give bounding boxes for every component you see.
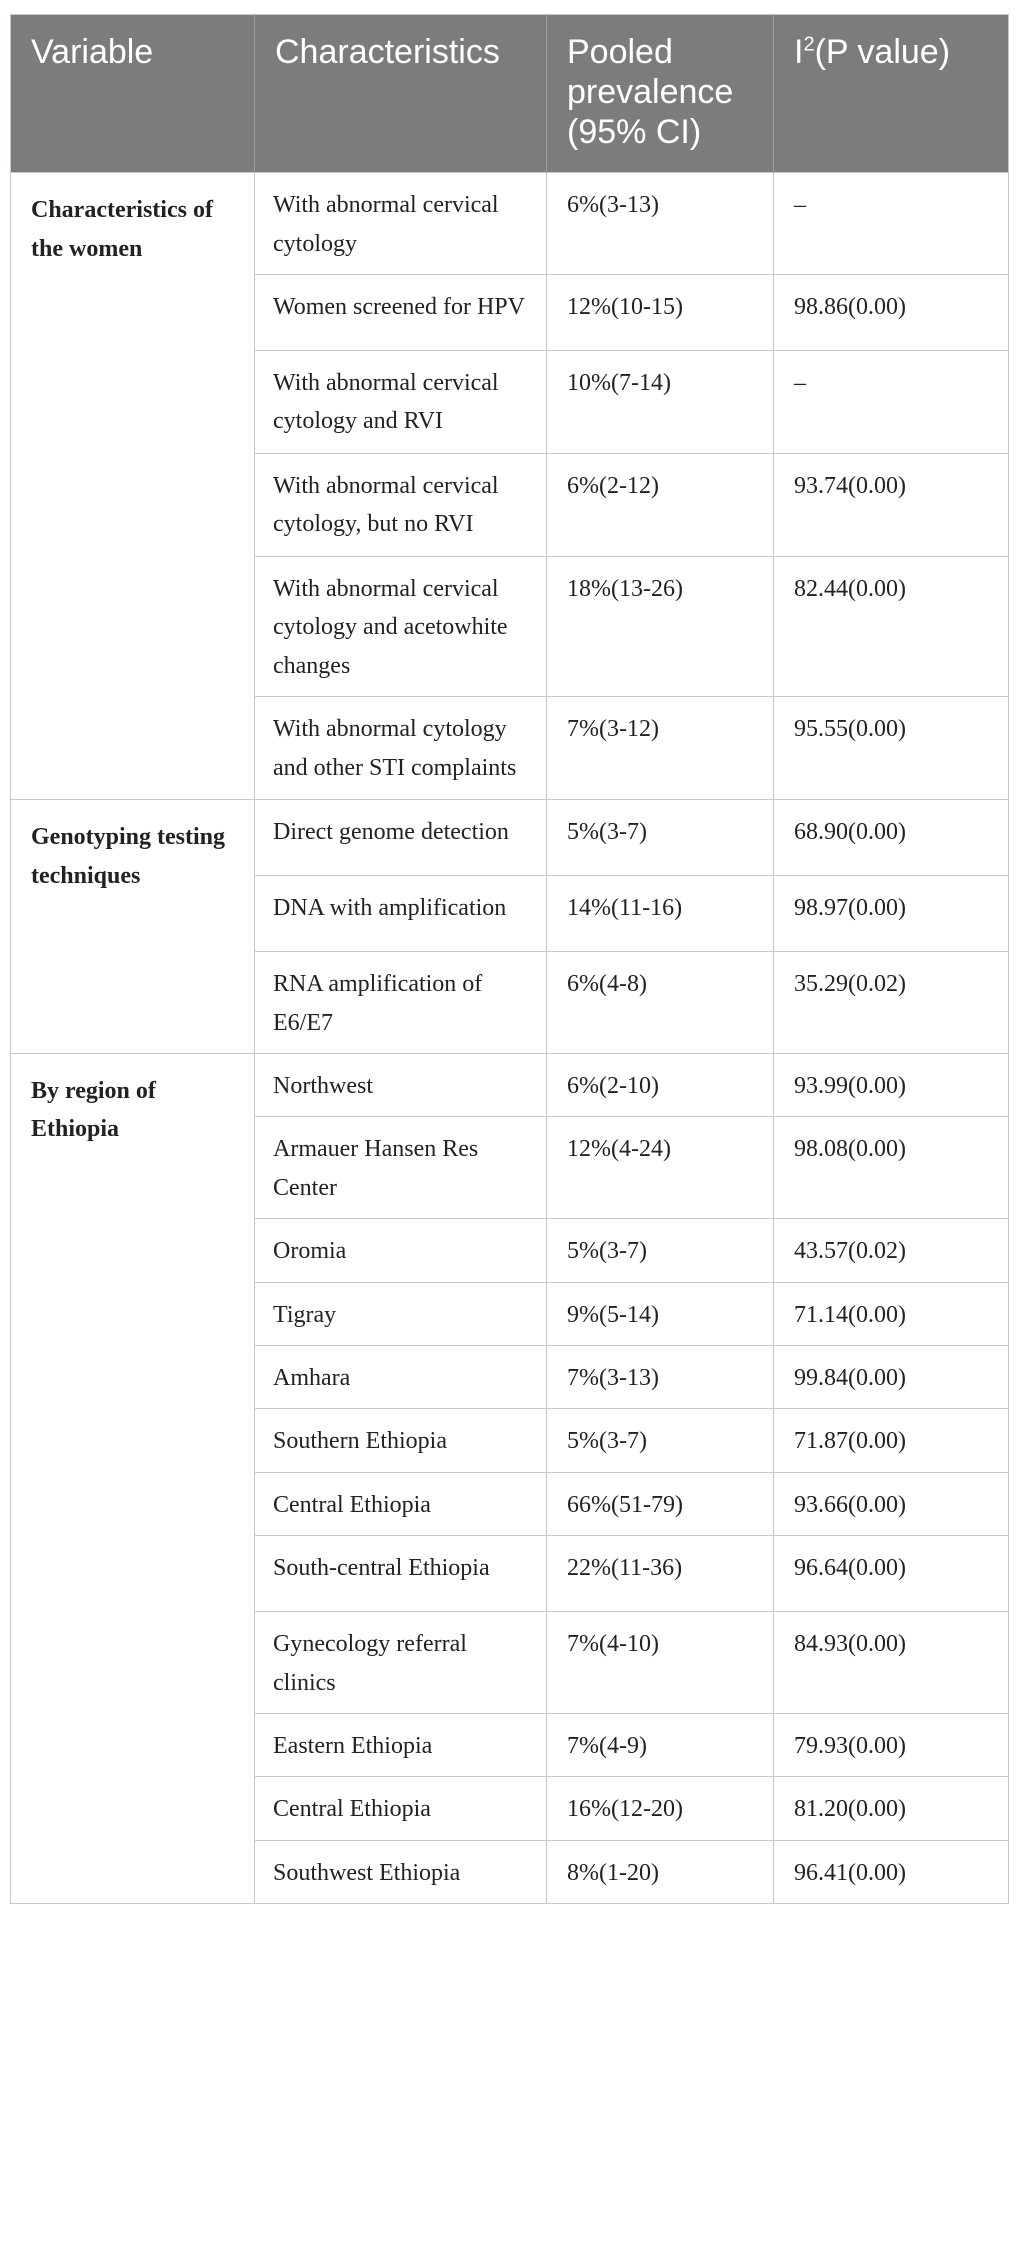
i2-value-cell: 98.86(0.00)	[774, 275, 1009, 351]
i2-value-cell: 71.14(0.00)	[774, 1282, 1009, 1345]
pooled-prevalence-cell: 18%(13-26)	[547, 557, 774, 697]
pooled-prevalence-cell: 12%(10-15)	[547, 275, 774, 351]
table-header	[11, 15, 1009, 173]
characteristic-cell: With abnormal cervical cytology and acetowhite changes	[255, 557, 547, 697]
table-row	[11, 800, 1009, 876]
pooled-prevalence-cell: 9%(5-14)	[547, 1282, 774, 1345]
characteristic-cell: With abnormal cervical cytology	[255, 173, 547, 275]
pooled-prevalence-cell: 6%(4-8)	[547, 952, 774, 1054]
i2-value-cell: 98.08(0.00)	[774, 1117, 1009, 1219]
header-variable: Variable	[11, 15, 255, 173]
characteristic-cell: Northwest	[255, 1054, 547, 1117]
characteristic-cell: With abnormal cervical cytology and RVI	[255, 351, 547, 454]
prevalence-table	[10, 14, 1009, 1904]
table-body	[11, 173, 1009, 1904]
i2-value-cell: 96.41(0.00)	[774, 1840, 1009, 1903]
characteristic-cell: Gynecology referral clinics	[255, 1612, 547, 1714]
i2-value-cell: 93.99(0.00)	[774, 1054, 1009, 1117]
pooled-prevalence-cell: 6%(2-10)	[547, 1054, 774, 1117]
i2-value-cell: 71.87(0.00)	[774, 1409, 1009, 1472]
pooled-prevalence-cell: 7%(3-13)	[547, 1345, 774, 1408]
i2-value-cell: –	[774, 173, 1009, 275]
characteristic-cell: Southern Ethiopia	[255, 1409, 547, 1472]
pooled-prevalence-cell: 66%(51-79)	[547, 1472, 774, 1535]
characteristic-cell: Amhara	[255, 1345, 547, 1408]
i2-value-cell: 96.64(0.00)	[774, 1536, 1009, 1612]
characteristic-cell: With abnormal cervical cytology, but no RVI	[255, 454, 547, 557]
i2-value-cell: –	[774, 351, 1009, 454]
header-row	[11, 15, 1009, 173]
i2-value-cell: 35.29(0.02)	[774, 952, 1009, 1054]
i2-value-cell: 95.55(0.00)	[774, 697, 1009, 800]
characteristic-cell: Armauer Hansen Res Center	[255, 1117, 547, 1219]
i2-value-cell: 68.90(0.00)	[774, 800, 1009, 876]
characteristic-cell: RNA amplification of E6/E7	[255, 952, 547, 1054]
i2-value-cell: 98.97(0.00)	[774, 876, 1009, 952]
characteristic-cell: Eastern Ethiopia	[255, 1713, 547, 1776]
characteristic-cell: Direct genome detection	[255, 800, 547, 876]
i2-value-cell: 93.74(0.00)	[774, 454, 1009, 557]
variable-group-cell: Characteristics of the women	[11, 173, 255, 800]
characteristic-cell: Southwest Ethiopia	[255, 1840, 547, 1903]
pooled-prevalence-cell: 16%(12-20)	[547, 1777, 774, 1840]
pooled-prevalence-cell: 22%(11-36)	[547, 1536, 774, 1612]
pooled-prevalence-cell: 7%(3-12)	[547, 697, 774, 800]
pooled-prevalence-cell: 6%(2-12)	[547, 454, 774, 557]
i2-value-cell: 43.57(0.02)	[774, 1219, 1009, 1282]
pooled-prevalence-cell: 5%(3-7)	[547, 800, 774, 876]
characteristic-cell: With abnormal cytology and other STI complaints	[255, 697, 547, 800]
pooled-prevalence-cell: 10%(7-14)	[547, 351, 774, 454]
characteristic-cell: Central Ethiopia	[255, 1777, 547, 1840]
i2-value-cell: 79.93(0.00)	[774, 1713, 1009, 1776]
i2-value-cell: 82.44(0.00)	[774, 557, 1009, 697]
i2-value-cell: 99.84(0.00)	[774, 1345, 1009, 1408]
table-container	[10, 14, 1008, 1904]
i2-value-cell: 93.66(0.00)	[774, 1472, 1009, 1535]
characteristic-cell: Central Ethiopia	[255, 1472, 547, 1535]
pooled-prevalence-cell: 14%(11-16)	[547, 876, 774, 952]
characteristic-cell: Women screened for HPV	[255, 275, 547, 351]
header-i2-p-value: $I^2(P$ value)	[774, 15, 1009, 173]
characteristic-cell: Tigray	[255, 1282, 547, 1345]
header-pooled-prevalence: Pooled prevalence (95% CI)	[547, 15, 774, 173]
characteristic-cell: DNA with amplification	[255, 876, 547, 952]
variable-group-cell: Genotyping testing techniques	[11, 800, 255, 1054]
pooled-prevalence-cell: 6%(3-13)	[547, 173, 774, 275]
pooled-prevalence-cell: 7%(4-10)	[547, 1612, 774, 1714]
characteristic-cell: Oromia	[255, 1219, 547, 1282]
i2-value-cell: 84.93(0.00)	[774, 1612, 1009, 1714]
table-row	[11, 173, 1009, 275]
pooled-prevalence-cell: 5%(3-7)	[547, 1409, 774, 1472]
i2-value-cell: 81.20(0.00)	[774, 1777, 1009, 1840]
header-characteristics: Characteristics	[255, 15, 547, 173]
table-row	[11, 1054, 1009, 1117]
variable-group-cell: By region of Ethiopia	[11, 1054, 255, 1904]
characteristic-cell: South-central Ethiopia	[255, 1536, 547, 1612]
pooled-prevalence-cell: 12%(4-24)	[547, 1117, 774, 1219]
pooled-prevalence-cell: 7%(4-9)	[547, 1713, 774, 1776]
pooled-prevalence-cell: 8%(1-20)	[547, 1840, 774, 1903]
pooled-prevalence-cell: 5%(3-7)	[547, 1219, 774, 1282]
